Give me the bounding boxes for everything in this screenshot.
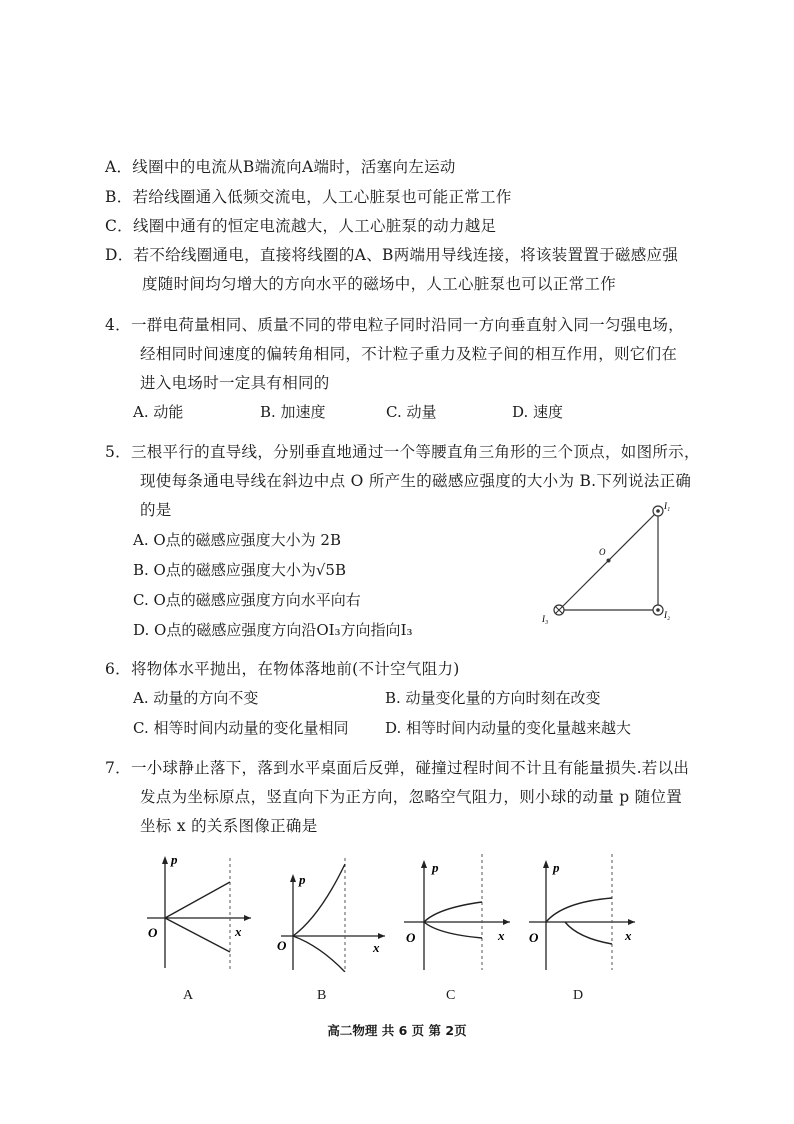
wire-i3-in-icon xyxy=(554,605,564,615)
q7-stem-line2: 发点为坐标原点，竖直向下为正方向，忽略空气阻力，则小球的动量 p 随位置 xyxy=(140,788,683,806)
p-curve-rise xyxy=(293,936,345,972)
axis-label-x: x xyxy=(373,940,380,955)
q5-option-a: A. O点的磁感应强度大小为 2B xyxy=(133,531,342,549)
q7-stem-line1: 7．一小球静止落下，落到水平桌面后反弹，碰撞过程时间不计且有能量损失.若以出 xyxy=(105,759,690,777)
q3-option-a: A．线圈中的电流从B端流向A端时，活塞向左运动 xyxy=(105,158,456,176)
axis-label-p: p xyxy=(299,872,306,887)
x-axis-arrow-icon xyxy=(628,919,635,925)
q5-option-c: C. O点的磁感应强度方向水平向右 xyxy=(133,591,361,609)
q7-graph-d-label: D xyxy=(573,988,584,1003)
axis-label-p: p xyxy=(553,860,560,875)
axis-label-p: p xyxy=(432,860,439,875)
q7-graph-c-label: C xyxy=(446,988,456,1003)
origin-label: O xyxy=(406,930,416,945)
axis-label-x: x xyxy=(498,928,505,943)
q3-option-d-line2: 度随时间均匀增大的方向水平的磁场中，人工心脏泵也可以正常工作 xyxy=(142,275,617,293)
origin-label: O xyxy=(277,938,287,953)
q4-option-a: A. 动能 xyxy=(133,403,184,421)
q4-stem-line1: 4．一群电荷量相同、质量不同的带电粒子同时沿同一方向垂直射入同一匀强电场， xyxy=(105,316,684,334)
axis-label-x: x xyxy=(235,924,242,939)
q5-stem-line3: 的是 xyxy=(140,501,172,519)
q7-graph-b-label: B xyxy=(317,988,327,1003)
p-curve-fall xyxy=(424,902,482,922)
p-curve-fall xyxy=(546,898,612,922)
q6-option-b: B. 动量变化量的方向时刻在改变 xyxy=(385,689,601,707)
x-axis-arrow-icon xyxy=(503,919,510,925)
p-curve-rise xyxy=(424,922,482,938)
q4-stem-line2: 经相同时间速度的偏转角相同，不计粒子重力及粒子间的相互作用，则它们在 xyxy=(140,345,678,363)
q4-option-c: C. 动量 xyxy=(386,403,437,421)
p-curve-rise xyxy=(165,918,230,952)
q4-option-b: B. 加速度 xyxy=(260,403,326,421)
x-axis-arrow-icon xyxy=(378,933,385,939)
q5-stem-line2: 现使每条通电导线在斜边中点 O 所产生的磁感应强度的大小为 B.下列说法正确 xyxy=(140,472,692,490)
q4-option-d: D. 速度 xyxy=(512,403,564,421)
p-axis-arrow-icon xyxy=(290,874,296,882)
wire-i2-out-icon xyxy=(653,605,663,615)
origin-label: O xyxy=(529,930,539,945)
q6-option-a: A. 动量的方向不变 xyxy=(133,689,259,707)
p-curve-rise xyxy=(565,922,612,944)
q3-option-b: B．若给线圈通入低频交流电，人工心脏泵也可能正常工作 xyxy=(105,188,512,206)
q7-stem-line3: 坐标 x 的关系图像正确是 xyxy=(140,817,318,835)
label-i3: I₃ xyxy=(542,614,549,624)
q3-option-c: C．线圈中通有的恒定电流越大，人工心脏泵的动力越足 xyxy=(105,217,497,235)
q7-graph-c xyxy=(398,852,518,972)
q7-graph-a xyxy=(143,852,263,972)
p-axis-arrow-icon xyxy=(162,856,168,864)
q3-option-d-line1: D．若不给线圈通电，直接将线圈的A、B两端用导线连接，将该装置置于磁感应强 xyxy=(105,246,679,264)
q5-option-b: B. O点的磁感应强度大小为√5B xyxy=(133,561,346,579)
label-o: O xyxy=(599,547,606,557)
label-i2: I₂ xyxy=(664,610,671,620)
page-footer: 高二物理 共 6 页 第 2页 xyxy=(327,1023,467,1038)
q7-graph-d xyxy=(523,852,643,972)
x-axis-arrow-icon xyxy=(244,915,251,921)
q6-stem: 6．将物体水平抛出，在物体落地前(不计空气阻力) xyxy=(105,660,460,678)
q5-triangle-figure xyxy=(530,495,680,635)
q7-graph-a-label: A xyxy=(183,988,194,1003)
q5-option-d: D. O点的磁感应强度方向沿OI₃方向指向I₃ xyxy=(133,621,413,639)
label-i1: I₁ xyxy=(664,501,671,511)
origin-label: O xyxy=(148,925,158,940)
q4-stem-line3: 进入电场时一定具有相同的 xyxy=(140,374,330,392)
q5-stem-line1: 5．三根平行的直导线，分别垂直地通过一个等腰直角三角形的三个顶点，如图所示， xyxy=(105,443,700,461)
p-curve-fall xyxy=(165,882,230,918)
wire-i1-out-icon xyxy=(653,506,663,516)
q6-option-d: D. 相等时间内动量的变化量越来越大 xyxy=(385,719,632,737)
p-axis-arrow-icon xyxy=(543,860,549,868)
q6-option-c: C. 相等时间内动量的变化量相同 xyxy=(133,719,349,737)
axis-label-x: x xyxy=(625,928,632,943)
axis-label-p: p xyxy=(171,852,178,867)
q7-graph-b xyxy=(275,856,390,972)
p-axis-arrow-icon xyxy=(421,860,427,868)
midpoint-o-dot xyxy=(607,559,611,563)
